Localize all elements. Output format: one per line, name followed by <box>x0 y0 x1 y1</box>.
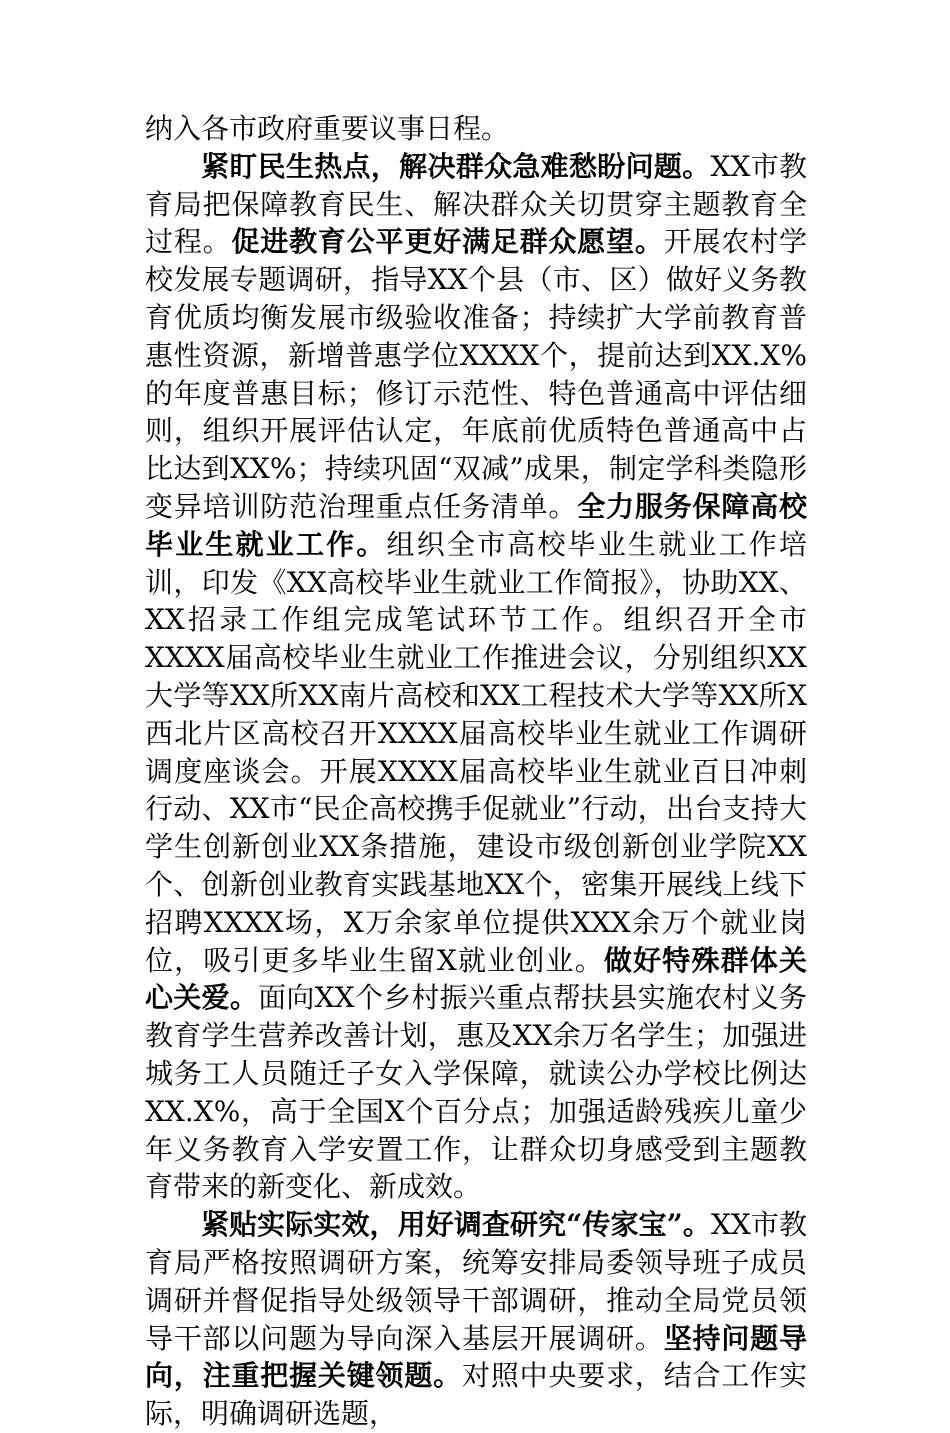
subheading-run: 促进教育公平更好满足群众愿望。 <box>231 225 664 259</box>
text-run: XX市教育局把保障教育民生、解决群众关切贯穿主题教育全过程。 <box>145 149 807 259</box>
subheading-run: 全力服务保障高校毕业生就业工作。 <box>145 489 807 561</box>
paragraph-3 <box>145 1206 807 1433</box>
paragraph-1 <box>145 110 807 148</box>
heading-run: 紧贴实际实效，用好调查研究“传家宝”。 <box>201 1208 711 1242</box>
text-run: 对照中央要求，结合工作实际，明确调研选题， <box>145 1359 807 1431</box>
heading-run: 紧盯民生热点，解决群众急难愁盼问题。 <box>201 149 711 183</box>
text-run: 组织全市高校毕业生就业工作培训，印发《XX高校毕业生就业工作简报》，协助XX、XX招录工作组完成笔试环节工作。组织召开全市XXXX届高校毕业生就业工作推进会议，分别组织XX大学等XX所XX南片高校和XX工程技术大学等XX所X西北片区高校召开XXXX届高校毕业生就业工作调研调度座谈会。开展XXXX届高校毕业生就业百日冲刺行动、XX市“民企高校携手促就业”行动，出台支持大学生创新创业XX条措施，建设市级创新创业学院XX个、创新创业教育实践基地XX个，密集开展线上线下招聘XXXX场，X万余家单位提供XXX余万个就业岗位，吸引更多毕业生留X就业创业。 <box>145 527 807 977</box>
subheading-run: 坚持问题导向，注重把握关键领题。 <box>145 1321 807 1393</box>
text-run: 纳入各市政府重要议事日程。 <box>145 112 510 145</box>
text-run: 开展农村学校发展专题调研，指导XX个县（市、区）做好义务教育优质均衡发展市级验收准备；持续扩大学前教育普惠性资源，新增普惠学位XXXX个，提前达到XX.X%的年度普惠目标；修订示范性、特色普通高中评估细则，组织开展评估认定，年底前优质特色普通高中占比达到XX%；持续巩固“双减”成果，制定学科类隐形变异培训防范治理重点任务清单。 <box>145 225 807 523</box>
subheading-run: 做好特殊群体关心关爱。 <box>145 943 807 1015</box>
paragraph-2 <box>145 148 807 1206</box>
text-run: XX市教育局严格按照调研方案，统筹安排局委领导班子成员调研并督促指导处级领导干部调研，推动全局党员领导干部以问题为导向深入基层开展调研。 <box>145 1208 807 1355</box>
document-page <box>145 110 807 1433</box>
text-run: 面向XX个乡村振兴重点帮扶县实施农村义务教育学生营养改善计划，惠及XX余万名学生；加强进城务工人员随迁子女入学保障，就读公办学校比例达XX.X%，高于全国X个百分点；加强适龄残疾儿童少年义务教育入学安置工作，让群众切身感受到主题教育带来的新变化、新成效。 <box>145 981 807 1204</box>
